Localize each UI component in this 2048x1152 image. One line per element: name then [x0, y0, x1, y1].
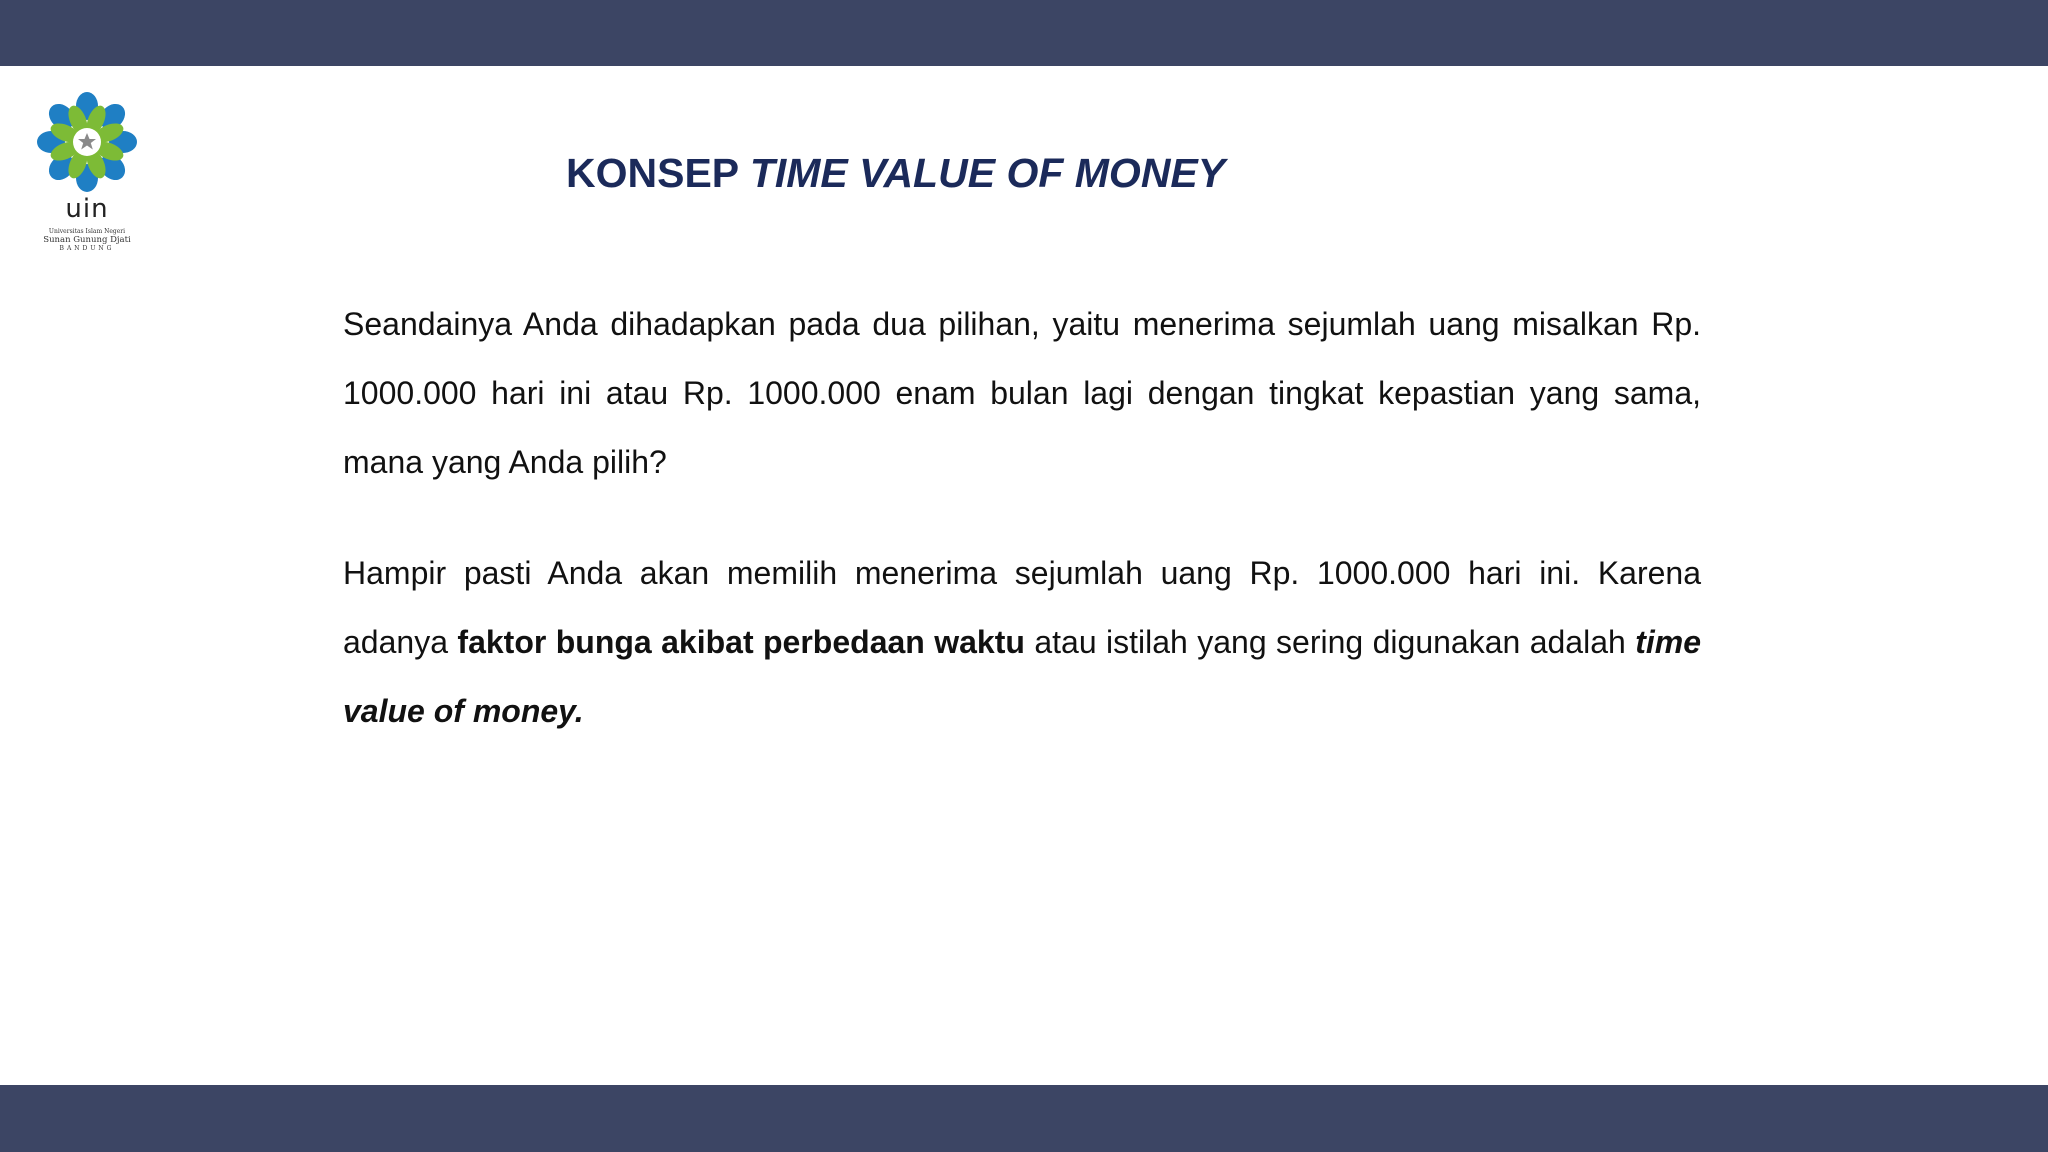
top-banner-bar: [0, 0, 2048, 66]
logo-wordmark: uin: [65, 194, 109, 224]
paragraph-2-bold: faktor bunga akibat perbedaan waktu: [457, 624, 1025, 660]
slide-body: [343, 290, 1701, 746]
paragraph-2-part-2: atau istilah yang sering digunakan adalah: [1024, 624, 1636, 660]
paragraph-2-bold-italic: time value of money.: [343, 624, 1702, 729]
slide-title-plain: KONSEP: [566, 150, 750, 196]
logo-university-line: Universitas Islam Negeri: [48, 228, 126, 235]
bottom-banner-bar: [0, 1085, 2048, 1152]
paragraph-2-part-1: Hampir pasti Anda akan memilih menerima sejumlah uang Rp. 1000.000 hari ini. Karena adanya: [343, 555, 1701, 660]
logo-name-line: Sunan Gunung Djati: [43, 235, 131, 245]
slide-title: [566, 148, 1326, 198]
paragraph-2: [343, 539, 1701, 746]
paragraph-1: Seandainya Anda dihadapkan pada dua pilihan, yaitu menerima sejumlah uang misalkan Rp. 1000.000 hari ini atau Rp. 1000.000 enam bulan lagi dengan tingkat kepastian yang sama, mana yang Anda pilih?: [343, 306, 1701, 480]
university-logo: [26, 88, 148, 252]
slide-title-italic: TIME VALUE OF MONEY: [749, 150, 1226, 196]
logo-city-line: BANDUNG: [59, 245, 115, 252]
uin-flower-logo-icon: [26, 88, 148, 198]
